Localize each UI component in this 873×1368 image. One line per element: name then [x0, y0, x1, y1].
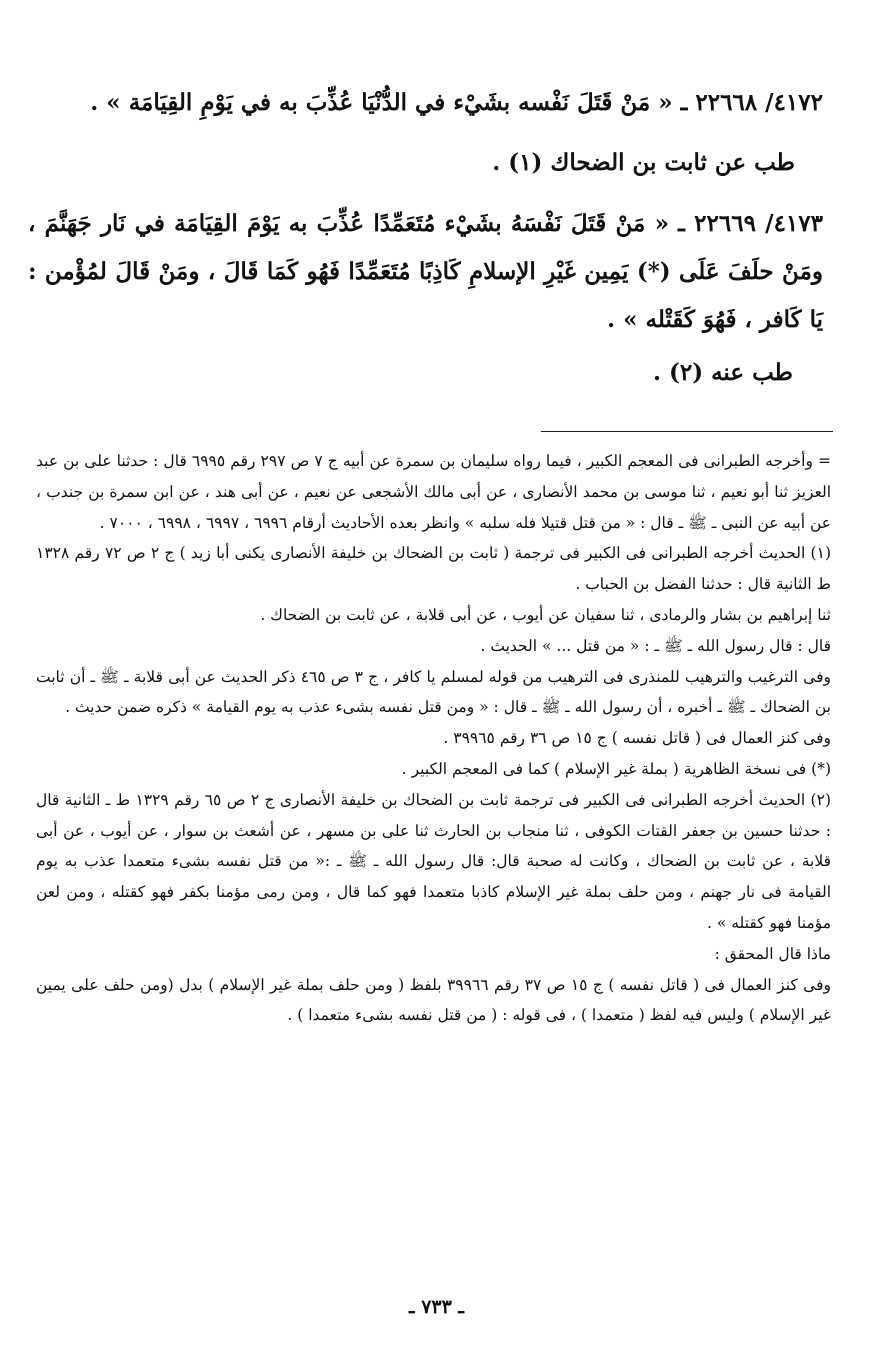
hadith-4172: ٤١٧٢/ ٢٢٦٦٨ ـ « مَنْ قَتَلَ نَفْسه بشَيْء في الدُّنْيَا عُذِّبَ به في يَوْمِ القِيَامَة » .: [90, 89, 823, 116]
footnote-1-kanz: وفى كنز العمال فى ( قاتل نفسه ) ج ١٥ ص ٣٦ رقم ٣٩٩٦٥ .: [443, 729, 831, 748]
footnote-1-chain: ثنا إبراهيم بن بشار والرمادى ، ثنا سفيان عن أيوب ، عن أبى قلابة ، عن ثابت بن الضحاك .: [260, 605, 831, 624]
hadith-4173: ٤١٧٣/ ٢٢٦٦٩ ـ « مَنْ قَتَلَ نَفْسَهُ بشَيْء مُتَعَمِّدًا عُذِّبَ به يَوْمَ القِيَامَة في نَار جَهَنَّمَ ، ومَنْ حلَفَ عَلَى (*) يَمِين غَيْرِ الإسلامِ كَاذِبًا مُتَعَمِّدًا فَهُو كَمَا قَالَ ، ومَنْ قَالَ لمُؤْمن : يَا كَافر ، فَهُوَ كَقَتْله » .: [28, 210, 823, 333]
source-4173: طب عنه (٢) .: [652, 359, 793, 386]
footnote-2-editor-heading: ماذا قال المحقق :: [714, 944, 831, 963]
footnote-star: (*) فى نسخة الظاهرية ( بملة غير الإسلام ) كما فى المعجم الكبير .: [401, 759, 831, 778]
footnote-separator: [541, 431, 833, 432]
footnote-1-targhib: وفى الترغيب والترهيب للمنذرى فى الترهيب من قوله لمسلم يا كافر ، ج ٣ ص ٤٦٥ ذكر الحديث عن أبى قلابة ـ ﷺ ـ أن ثابت بن الضحاك ـ ﷺ ـ أخبره ، أن رسول الله ـ ﷺ ـ قال : « ومن قتل نفسه بشىء عذب به يوم القيامة » ذكره ضمن حديث .: [36, 667, 831, 717]
main-text: [28, 88, 823, 388]
footnote-1: (١) الحديث أخرجه الطبرانى فى الكبير فى ترجمة ( ثابت بن الضحاك بن خليفة الأنصارى يكنى أبا زيد ) ج ٢ ص ٧٢ رقم ١٣٢٨ ط الثانية قال : حدثنا الفضل بن الحباب .: [36, 544, 831, 594]
source-4172: طب عن ثابت بن الضحاك (١) .: [492, 149, 795, 176]
page-number: ـ ٧٣٣ ـ: [409, 1296, 464, 1318]
footnote-continuation: = وأخرجه الطبرانى فى المعجم الكبير ، فيما رواه سليمان بن سمرة عن أبيه ج ٧ ص ٢٩٧ رقم ٦٩٩٥ قال : حدثنا على بن عبد العزيز ثنا أبو نعيم ، ثنا موسى بن محمد الأنصارى ، عن أبى مالك الأشجعى عن نعيم ، عن أبى هند ، عن ابن سمرة بن جندب ، عن أبيه عن النبى ـ ﷺ ـ قال : « من قتل قتيلا فله سلبه » وانظر بعده الأحاديث أرقام ٦٩٩٦ ، ٦٩٩٧ ، ٦٩٩٨ ، ٧٠٠٠ .: [36, 452, 832, 532]
footnotes: [36, 446, 831, 1031]
footnote-1-quote: قال : قال رسول الله ـ ﷺ ـ : « من قتل ... » الحديث .: [480, 636, 831, 655]
footnote-2-kanz: وفى كنز العمال فى ( قاتل نفسه ) ج ١٥ ص ٣٧ رقم ٣٩٩٦٦ بلفظ ( ومن حلف بملة غير الإسلام ) بدل (ومن حلف على يمين غير الإسلام ) وليس فيه لفظ ( متعمدا ) ، فى قوله : ( من قتل نفسه بشىء متعمدا ) .: [36, 975, 831, 1025]
footnote-2: (٢) الحديث أخرجه الطبرانى فى الكبير فى ترجمة ثابت بن الضحاك بن خليفة الأنصارى ج ٢ ص ٦٥ رقم ١٣٢٩ ط ـ الثانية قال : حدثنا حسين بن جعفر القتات الكوفى ، ثنا منجاب بن الحارث ثنا على بن مسهر ، عن أشعث بن سوار ، عن أيوب ، عن أبى قلابة ، عن ثابت بن الضحاك ، وكانت له صحبة قال: قال رسول الله ـ ﷺ ـ :« من قتل نفسه بشىء متعمدا عذب به يوم القيامة فى نار جهنم ، ومن حلف بملة غير الإسلام كاذبا متعمدا فهو كما قال ، ومن رمى مؤمنا بكفر فهو كقتله ، ومن لعن مؤمنا فهو كقتله » .: [36, 790, 831, 932]
